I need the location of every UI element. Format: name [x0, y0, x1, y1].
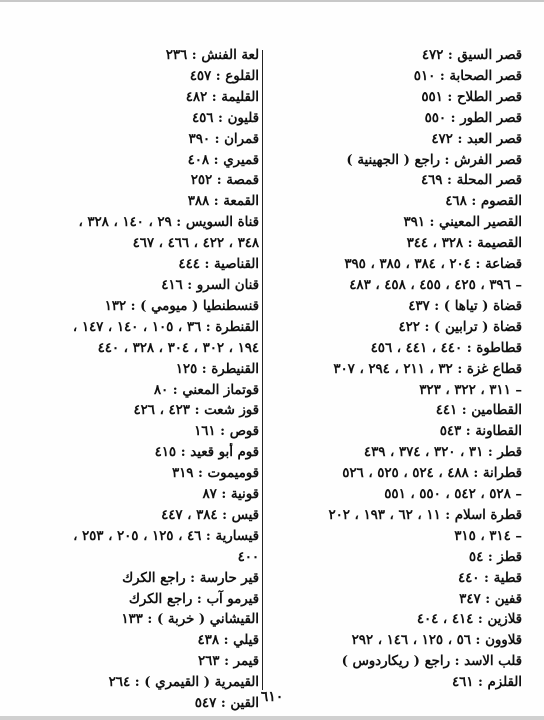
index-entry: قطرة اسلام : ١١ ، ٦٢ ، ١٩٣ ، ٢٠٢ — [328, 507, 522, 523]
index-entry: قيلي : ٤٣٨ — [197, 633, 259, 649]
index-entry: القطاونة : ٥٤٣ — [439, 424, 522, 440]
index-entry: القمعة : ٣٨٨ — [187, 194, 259, 210]
index-entry: لعة الفنش : ٢٣٦ — [165, 48, 259, 63]
index-entry: قمران : ٣٩٠ — [188, 131, 259, 147]
index-entry: قيمر : ٢٦٣ — [198, 654, 259, 670]
index-entry: – ٣١٤ ، ٣١٥ — [454, 528, 522, 544]
index-entry: قوميموت : ٣١٩ — [171, 466, 259, 482]
index-entry: القصوم : ٤٦٨ — [445, 194, 522, 210]
index-entry: قصر الطلاح : ٥٥١ — [421, 89, 522, 105]
index-entry: قطية : ٤٤٠ — [457, 570, 522, 586]
index-entry: قطز : ٥٤ — [468, 549, 522, 565]
scan-edge-bottom — [0, 716, 544, 720]
index-entry: القلزم : ٤٦١ — [451, 675, 522, 691]
index-entry: قميري : ٤٠٨ — [187, 152, 259, 168]
index-column-right — [260, 46, 522, 694]
index-entry: قلب الاسد : راجع ( ريكاردوس ) — [341, 654, 522, 670]
index-entry: – ٣١١ ، ٣٢٢ ، ٣٢٣ — [419, 382, 522, 398]
index-entry: القيشاني ( خربة ) : ١٣٣ — [121, 612, 259, 628]
index-entry: القطامين : ٤٤١ — [435, 403, 522, 419]
index-entry: قوز شعت : ٤٢٣ ، ٤٢٦ — [133, 403, 259, 419]
index-entry: قضاة ( تياها ) : ٤٣٧ — [408, 298, 522, 314]
index-entry: قصر العبد : ٤٧٢ — [431, 131, 522, 147]
index-entry: القنطرة : ٣٦ ، ١٠٥ ، ١٤٠ ، ١٤٧ ، — [72, 319, 259, 335]
index-entry: القصير المعيني : ٣٩١ — [403, 215, 522, 231]
index-entry: قليون : ٤٥٦ — [191, 110, 259, 126]
index-entry: القيمرية ( القيمري ) : ٢٦٤ — [108, 675, 259, 691]
index-entry: قصر الصحابة : ٥١٠ — [413, 68, 522, 84]
index-entry: قطاع غزة : ٣٢ ، ٢١١ ، ٢٩٤ ، ٣٠٧ — [333, 361, 522, 377]
index-entry: قلاوون : ٥٦ ، ١٢٥ ، ١٤٦ ، ٢٩٢ — [351, 633, 522, 649]
index-entry: قضاعة : ٢٠٤ ، ٣٨٤ ، ٣٨٥ ، ٣٩٥ — [344, 257, 522, 273]
index-entry: قوتماز المعني : ٨٠ — [153, 382, 259, 398]
index-entry: القناصية : ٤٤٤ — [178, 257, 259, 273]
index-entry: ١٩٤ ، ٣٠٢ ، ٣٠٤ ، ٣٢٨ ، ٤٤٠ — [97, 340, 259, 356]
index-entry: قصر الفرش : راجع ( الجهينية ) — [346, 152, 522, 168]
index-entry: قيرمو آب : راجع الكرك — [128, 591, 259, 607]
index-entry: قونية : ٨٧ — [202, 487, 259, 503]
index-entry: – ٥٢٨ ، ٥٤٢ ، ٥٥٠ ، ٥٥١ — [384, 487, 522, 503]
page-number: ٦١٠ — [260, 689, 284, 705]
index-entry: ٣٤٨ ، ٤٢٢ ، ٤٦٦ ، ٤٦٧ — [132, 236, 259, 252]
index-entry: قنان السرو : ٤١٦ — [161, 277, 259, 293]
index-entry: قير حارسة : راجع الكرك — [122, 570, 259, 586]
index-entry: قطرانة : ٤٨٨ ، ٥٢٤ ، ٥٢٥ ، ٥٢٦ — [342, 466, 522, 482]
index-entry: ٤٠٠ — [237, 549, 259, 565]
index-entry: قطاطوة : ٤٤٠ ، ٤٤١ ، ٤٥٦ — [370, 340, 522, 356]
index-entry: قوم أبو قعيد : ٤١٥ — [154, 445, 259, 461]
scan-edge-top — [0, 0, 544, 2]
index-entry: قنسطنطيا ( ميومي ) : ١٣٢ — [104, 298, 259, 314]
index-entry: قيسارية : ٤٦ ، ١٢٥ ، ٢٠٥ ، ٢٥٣ ، — [73, 528, 259, 544]
index-entry: القصيمة : ٣٢٨ ، ٣٤٤ — [406, 236, 522, 252]
index-entry: قفين : ٣٤٧ — [459, 591, 522, 607]
index-entry: قصر الطور : ٥٥٠ — [424, 110, 522, 126]
index-entry: قطر : ٣١ ، ٣٢٠ ، ٣٧٤ ، ٤٣٩ — [363, 445, 522, 461]
index-entry: قناة السويس : ٢٩ ، ١٤٠ ، ٣٢٨ ، — [78, 215, 259, 231]
index-entry: قضاة ( ترابين ) : ٤٢٢ — [398, 319, 522, 335]
index-entry: قصر السيق : ٤٧٢ — [421, 48, 522, 63]
index-entry: القنيطرة : ١٢٥ — [175, 361, 259, 377]
index-entry: – ٣٩٦ ، ٤٢٥ ، ٤٥٥ ، ٤٥٨ ، ٤٨٣ — [349, 277, 522, 293]
index-column-left — [13, 46, 259, 715]
index-entry: قلازين : ٤١٤ ، ٤٠٤ — [416, 612, 522, 628]
index-entry: القليمة : ٤٨٢ — [185, 89, 259, 105]
index-entry: قمصة : ٢٥٢ — [190, 173, 259, 189]
index-entry: القين : ٥٤٧ — [194, 696, 259, 712]
column-divider — [262, 50, 263, 690]
index-entry: قيس : ٣٨٤ ، ٤٤٧ — [161, 507, 259, 523]
index-entry: قوص : ١٦١ — [194, 424, 259, 440]
index-entry: قصر المحلة : ٤٦٩ — [420, 173, 522, 189]
index-entry: القلوع : ٤٥٧ — [189, 68, 259, 84]
